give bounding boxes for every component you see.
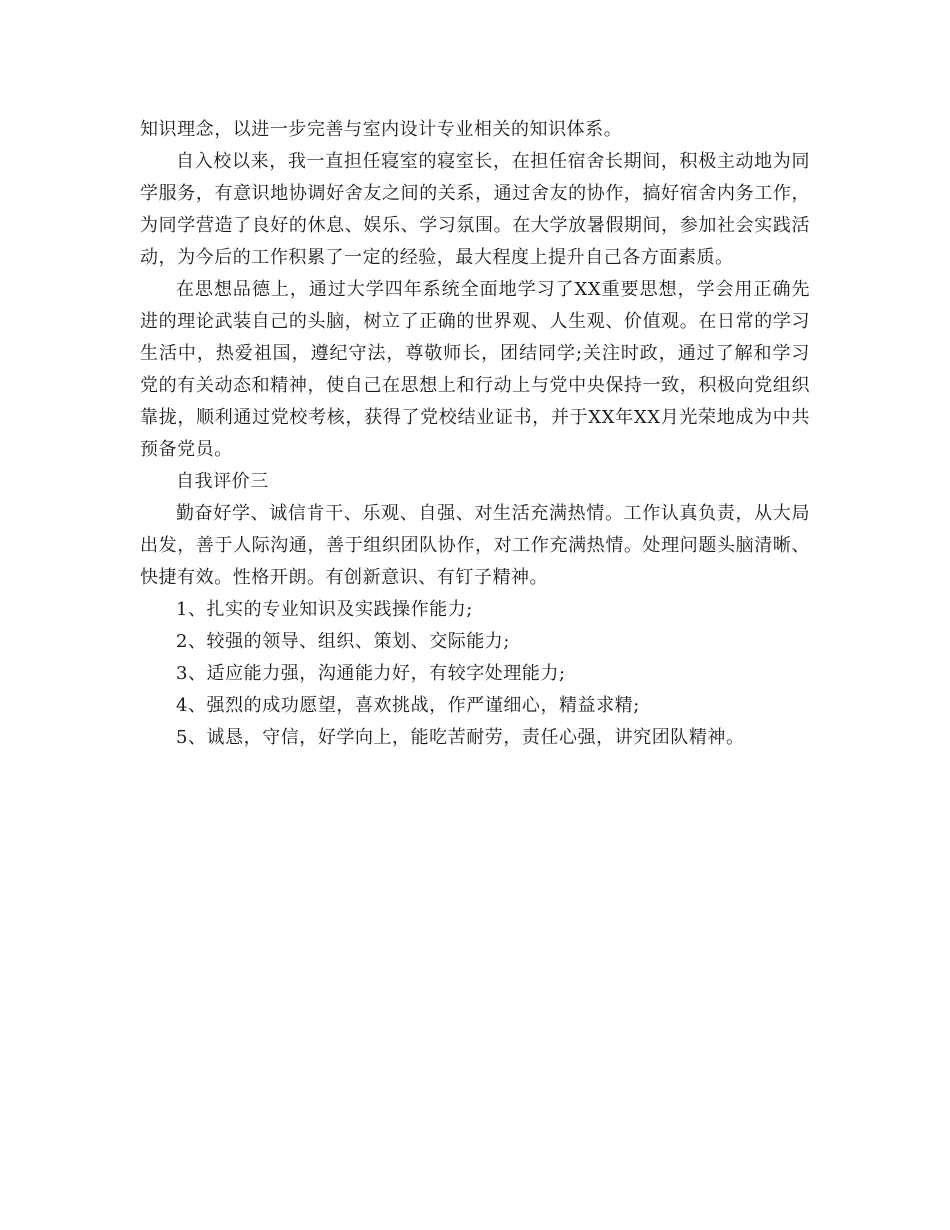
list-item: 1、扎实的专业知识及实践操作能力;: [176, 599, 473, 620]
list-item: 5、诚恳，守信，好学向上，能吃苦耐劳，责任心强，讲究团队精神。: [176, 727, 745, 748]
paragraph-continuation: 知识理念，以进一步完善与室内设计专业相关的知识体系。: [140, 119, 623, 140]
list-item: 3、适应能力强，沟通能力好，有较字处理能力;: [176, 663, 566, 684]
paragraph-dorm-leader: 自入校以来，我一直担任寝室的寝室长，在担任宿舍长期间，积极主动地为同学服务，有意识地协调好舍友之间的关系，通过舍友的协作，搞好宿舍内务工作，为同学营造了良好的休息、娱乐、学习氛围。在大学放暑假期间，参加社会实践活动，为今后的工作积累了一定的经验，最大程度上提升自己各方面素质。: [140, 151, 810, 268]
section-heading: 自我评价三: [176, 471, 269, 492]
section-intro: 勤奋好学、诚信肯干、乐观、自强、对生活充满热情。工作认真负责，从大局出发，善于人际沟通，善于组织团队协作，对工作充满热情。处理问题头脑清晰、快捷有效。性格开朗。有创新意识、有钉子精神。: [140, 503, 810, 588]
list-item: 2、较强的领导、组织、策划、交际能力;: [176, 631, 510, 652]
document-body: [140, 114, 810, 754]
list-item: 4、强烈的成功愿望，喜欢挑战，作严谨细心，精益求精;: [176, 695, 640, 716]
paragraph-ideology: 在思想品德上，通过大学四年系统全面地学习了XX重要思想，学会用正确先进的理论武装自己的头脑，树立了正确的世界观、人生观、价值观。在日常的学习生活中，热爱祖国，遵纪守法，尊敬师长，团结同学;关注时政，通过了解和学习党的有关动态和精神，使自己在思想上和行动上与党中央保持一致，积极向党组织靠拢，顺利通过党校考核，获得了党校结业证书，并于XX年XX月光荣地成为中共预备党员。: [140, 279, 810, 460]
